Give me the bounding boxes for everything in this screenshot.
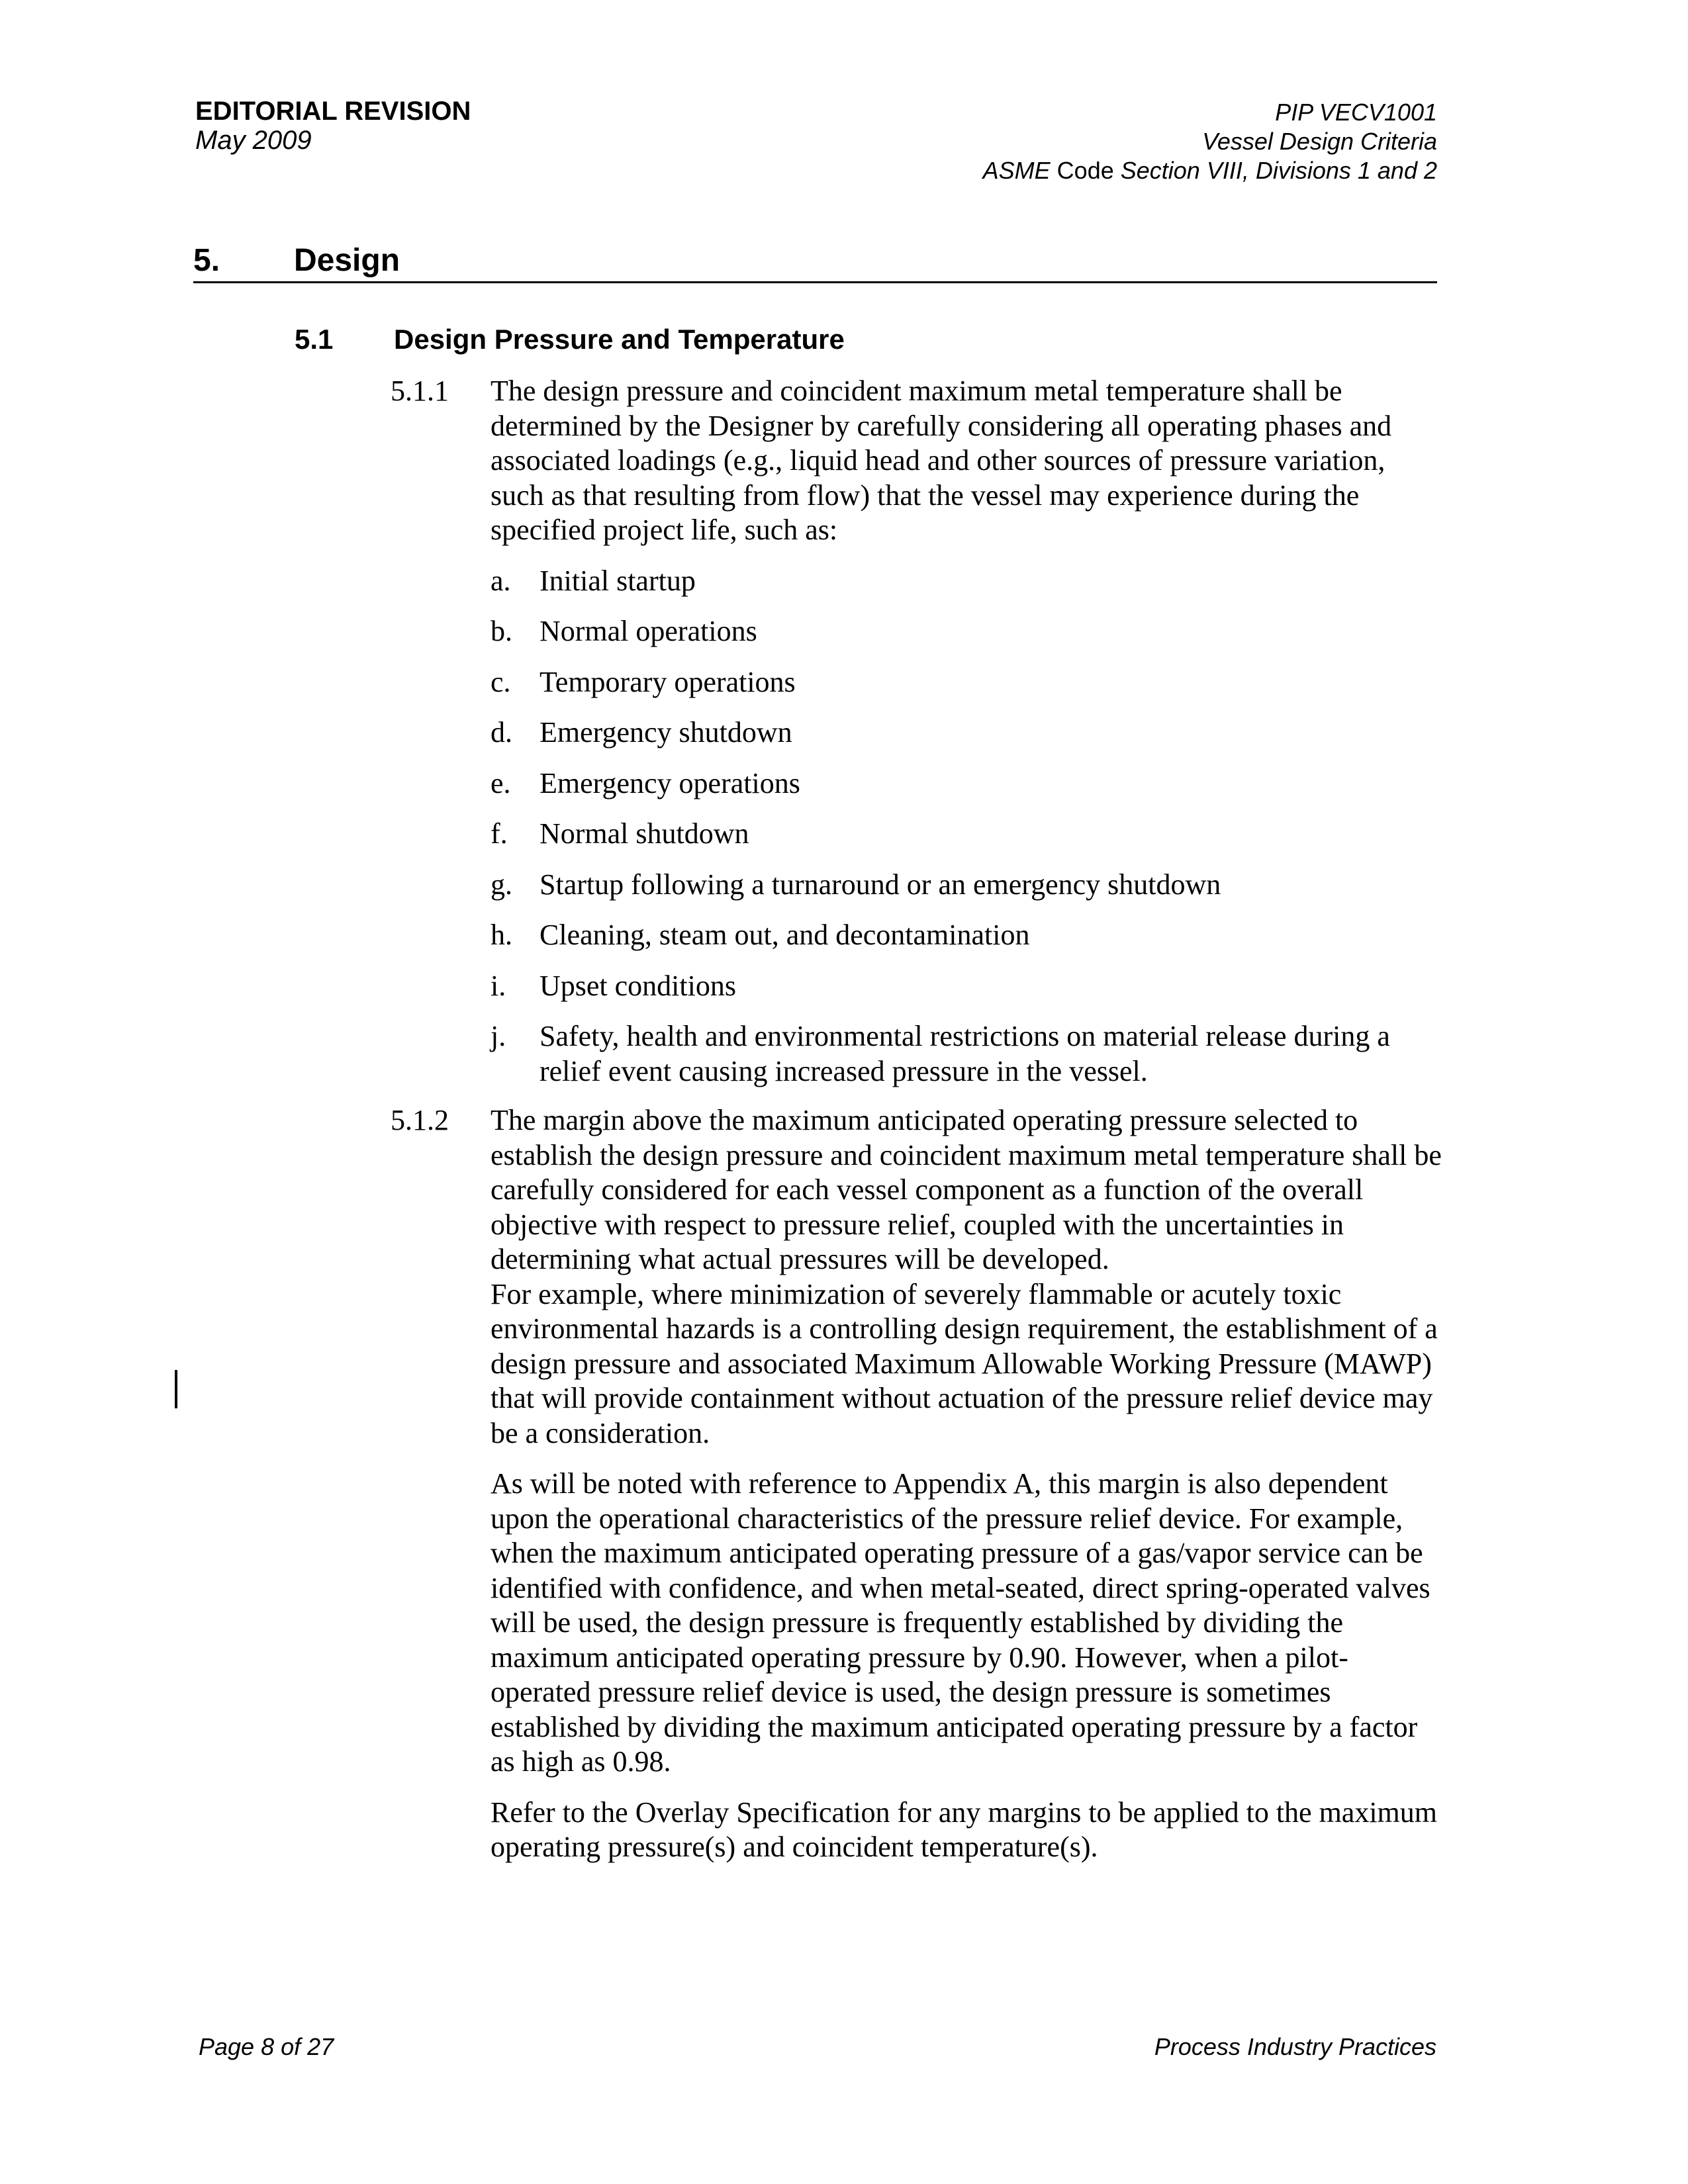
clause-number: 5.1.2 [391, 1104, 449, 1136]
subsection-number: 5.1 [295, 324, 334, 355]
revision-bar [175, 1370, 177, 1408]
code-word: Code [1056, 157, 1114, 184]
list-item-letter: e. [491, 766, 511, 799]
clause-text: The design pressure and coincident maximum metal temperature shall be determined by the Designer by carefully considering all operating phases and associated loadings (e.g., liquid head and other sources of pressure variation, such as that resulting from flow) that the vessel may experience during the specified project life, such as: [491, 375, 1392, 546]
list-item [491, 766, 1443, 801]
subsection-title: Design Pressure and Temperature [394, 324, 845, 355]
list-item-letter: h. [491, 919, 512, 951]
document-id: PIP VECV1001 [1275, 99, 1437, 126]
header-left [195, 97, 471, 155]
list-item [491, 817, 1443, 852]
list-item-text: Startup following a turnaround or an emergency shutdown [539, 868, 1221, 901]
clause-5-1-2 [391, 1103, 1443, 1865]
section-heading [193, 242, 1437, 283]
footer-publisher: Process Industry Practices [1154, 2033, 1436, 2060]
clause-paragraph: Refer to the Overlay Specification for any margins to be applied to the maximum operating pressure(s) and coincident temperature(s). [491, 1796, 1437, 1863]
list-item [491, 969, 1443, 1004]
section-title: Design [294, 243, 400, 278]
list-item [491, 918, 1443, 953]
revision-label: EDITORIAL REVISION [195, 97, 471, 126]
list-item [491, 1019, 1443, 1089]
list-item-text: Temporary operations [539, 665, 796, 698]
list-item-text: Initial startup [539, 564, 696, 597]
clause-number: 5.1.1 [391, 375, 449, 407]
list-item-letter: i. [491, 969, 506, 1002]
list-item [491, 715, 1443, 751]
list-item [491, 614, 1443, 649]
document-subtitle: Vessel Design Criteria [1202, 128, 1437, 155]
code-prefix: ASME [982, 157, 1051, 184]
list-item [491, 868, 1443, 903]
section-number: 5. [193, 243, 220, 278]
list-item-text: Normal operations [539, 615, 757, 647]
document-body [391, 374, 1443, 1865]
list-item-letter: a. [491, 564, 511, 597]
list-item [491, 665, 1443, 700]
list-item-text: Safety, health and environmental restrictions on material release during a relief event causing increased pressure in the vessel. [539, 1020, 1390, 1087]
list-item-letter: b. [491, 615, 512, 647]
list-item-letter: c. [491, 665, 511, 698]
page-number: Page 8 of 27 [199, 2033, 334, 2060]
clause-paragraph: For example, where minimization of severely flammable or acutely toxic environmental hazards is a controlling design requirement, the establishment of a design pressure and associated Maximum Allowable Working Pressure (MAWP) that will provide containment without actuation of the pressure relief device may be a consideration. [491, 1277, 1438, 1449]
list-item-text: Emergency operations [539, 766, 800, 799]
list-item-letter: d. [491, 716, 512, 749]
list-item-text: Normal shutdown [539, 817, 749, 850]
operating-phases-list [491, 564, 1443, 1089]
document-code-line [983, 156, 1437, 185]
list-item-letter: g. [491, 868, 512, 901]
clause-paragraph: As will be noted with reference to Appendix A, this margin is also dependent upon the operational characteristics of the pressure relief device. For example, when the maximum anticipated operating pressure of a gas/vapor service can be identified with confidence, and when metal-seated, direct spring-operated valves will be used, the design pressure is frequently established by dividing the maximum anticipated operating pressure by 0.90. However, when a pilot-operated pressure relief device is used, the design pressure is sometimes established by dividing the maximum anticipated operating pressure by a factor as high as 0.98. [491, 1467, 1430, 1778]
revision-date: May 2009 [195, 126, 312, 155]
list-item-text: Emergency shutdown [539, 716, 792, 749]
list-item-letter: j. [491, 1020, 506, 1052]
list-item-letter: f. [491, 817, 508, 850]
list-item-text: Cleaning, steam out, and decontamination [539, 919, 1030, 951]
list-item [491, 564, 1443, 599]
clause-5-1-1 [391, 374, 1443, 1089]
header-right [983, 98, 1437, 185]
clause-paragraph: The margin above the maximum anticipated operating pressure selected to establish the design pressure and coincident maximum metal temperature shall be carefully considered for each vessel component as a function of the overall objective with respect to pressure relief, coupled with the uncertainties in determining what actual pressures will be developed. [491, 1104, 1442, 1275]
list-item-text: Upset conditions [539, 969, 736, 1002]
code-suffix: Section VIII, Divisions 1 and 2 [1120, 157, 1437, 184]
